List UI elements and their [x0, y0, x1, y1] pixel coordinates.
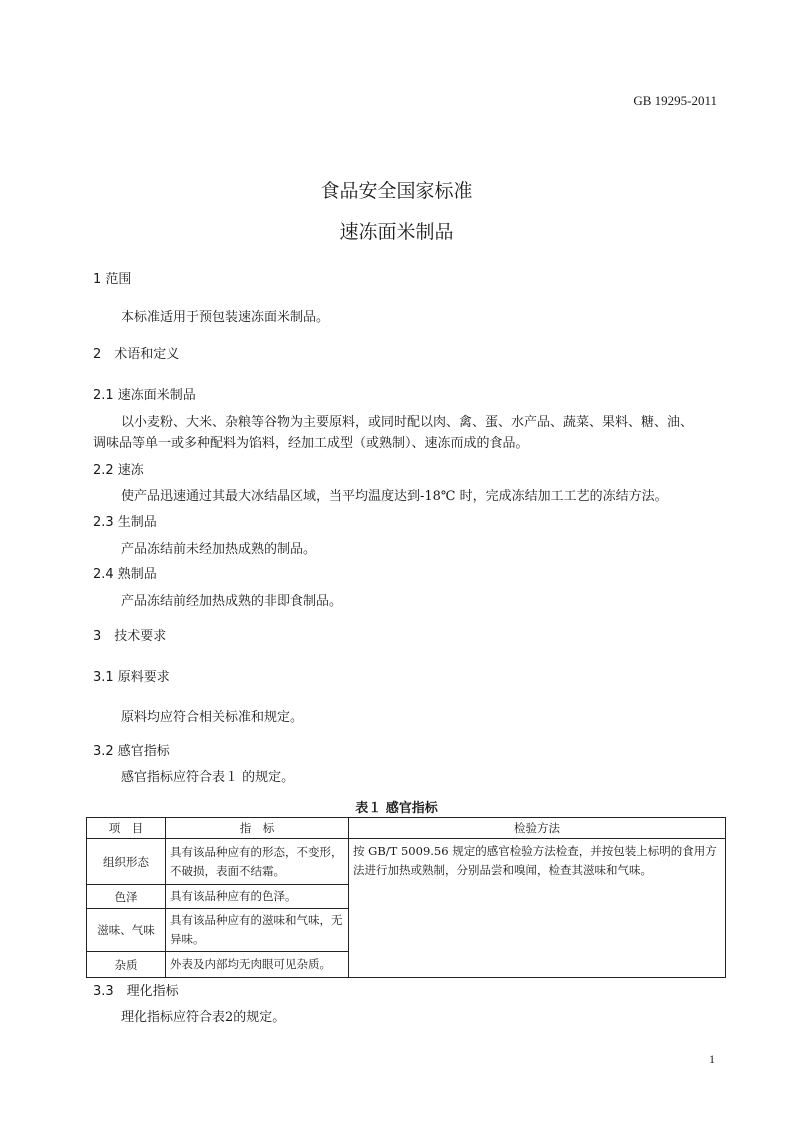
document-subtitle: 速冻面米制品 — [339, 221, 454, 243]
page-number: 1 — [709, 1052, 715, 1066]
section-2-3-heading: 2.3 生制品 — [93, 515, 157, 530]
table-cell-item: 杂质 — [87, 952, 166, 978]
section-1-text: 本标准适用于预包装速冻面米制品。 — [121, 310, 330, 325]
section-2-3-text: 产品冻结前未经加热成熟的制品。 — [121, 542, 317, 557]
section-3-1-text: 原料均应符合相关标准和规定。 — [121, 710, 304, 725]
table-cell-indicator: 外表及内部均无肉眼可见杂质。 — [166, 952, 349, 978]
section-3-3-text: 理化指标应符合表2的规定。 — [121, 1010, 286, 1025]
table-cell-indicator: 具有该品种应有的色泽。 — [166, 885, 349, 909]
section-2-2-heading: 2.2 速冻 — [93, 463, 144, 478]
table-header-row — [87, 818, 726, 839]
document-title: 食品安全国家标准 — [320, 180, 473, 202]
table-cell-item: 色泽 — [87, 885, 166, 909]
section-2-4-heading: 2.4 熟制品 — [93, 567, 157, 582]
column-header-method: 检验方法 — [349, 818, 726, 839]
section-3-2-heading: 3.2 感官指标 — [93, 744, 170, 759]
section-2-1-text-line2: 调味品等单一或多种配料为馅料，经加工成型（或熟制）、速冻而成的食品。 — [93, 436, 529, 451]
section-3-3-heading: 3.3 理化指标 — [93, 984, 179, 999]
sensory-indicators-table — [86, 817, 726, 978]
section-3-1-heading: 3.1 原料要求 — [93, 670, 170, 685]
section-2-4-text: 产品冻结前经加热成熟的非即食制品。 — [121, 594, 343, 609]
column-header-item: 项 目 — [87, 818, 166, 839]
section-2-1-text-line1: 以小麦粉、大米、杂粮等谷物为主要原料，或同时配以肉、禽、蛋、水产品、蔬菜、果料、糖、油、 — [121, 415, 694, 430]
section-3-heading: 3 技术要求 — [93, 629, 167, 644]
column-header-indicator: 指 标 — [166, 818, 349, 839]
section-2-2-text: 使产品迅速通过其最大冰结晶区域，当平均温度达到-18℃ 时，完成冻结加工工艺的冻结方法。 — [121, 489, 668, 504]
standard-number: GB 19295-2011 — [633, 93, 717, 108]
table-cell-item: 组织形态 — [87, 839, 166, 885]
section-3-2-text: 感官指标应符合表１ 的规定。 — [121, 770, 295, 785]
section-1-heading: 1 范围 — [93, 272, 132, 287]
table-cell-item: 滋味、气味 — [87, 909, 166, 952]
section-2-1-heading: 2.1 速冻面米制品 — [93, 388, 196, 403]
table-1-caption: 表１ 感官指标 — [355, 801, 438, 816]
table-cell-indicator: 具有该品种应有的形态，不变形，不破损，表面不结霜。 — [166, 839, 349, 885]
table-row — [87, 839, 726, 885]
section-2-heading: 2 术语和定义 — [93, 347, 180, 362]
table-cell-method: 按 GB/T 5009.56 规定的感官检验方法检查，并按包装上标明的食用方法进行加热或熟制，分别品尝和嗅闻，检查其滋味和气味。 — [349, 839, 726, 978]
table-cell-indicator: 具有该品种应有的滋味和气味，无异味。 — [166, 909, 349, 952]
